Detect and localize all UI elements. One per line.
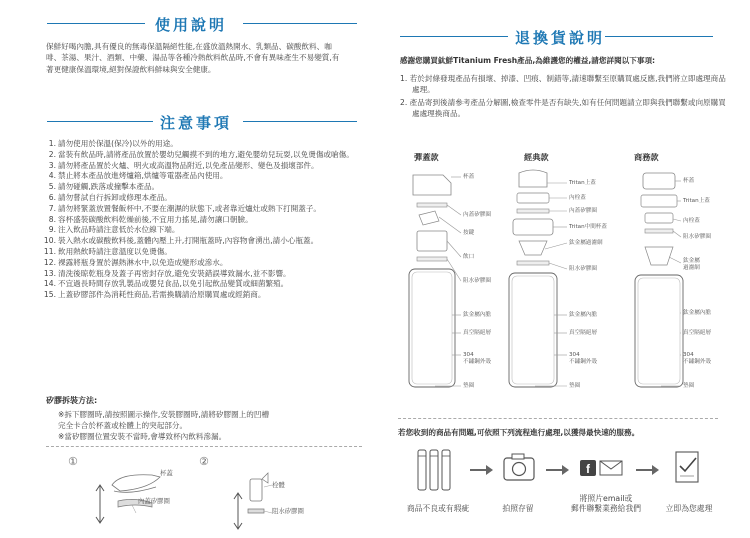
col2-label: 真空隔絕層 xyxy=(569,330,597,336)
col2-label: 內蓋矽膠圈 xyxy=(569,208,597,214)
usage-title-line-right xyxy=(243,23,357,24)
arrow-right-icon xyxy=(470,465,493,475)
process-step-1: 商品不良或有瑕疵 xyxy=(406,504,470,513)
flip-lid-bottle-diagram xyxy=(409,175,461,387)
note-item: 1. 請勿使用於保溫(保冷)以外的用途。 xyxy=(48,139,178,148)
note-item: 8. 容杯盛裝碳酸飲料乾燥前後,不宜用力搖晃,請勿讓口朝臉。 xyxy=(48,214,253,224)
step-1-number: ① xyxy=(68,455,78,468)
note-item: 13. 清洗後晾乾瓶身及蓋子再密封存放,避免安裝錯誤導致漏水,並不影響。 xyxy=(43,268,291,278)
note-item: 3. 請勿將產品置於火爐、明火或高溫物品附近,以免產品變形、變色及損壞部件。 xyxy=(48,160,319,170)
col3-label: 304 不鏽鋼外殼 xyxy=(683,352,711,365)
note-item: 9. 注入飲品時請注意低於水位線下端。 xyxy=(48,225,180,235)
col2-label: 鈦金屬內膽 xyxy=(569,312,597,318)
exchange-title: 退換貨說明 xyxy=(515,29,606,47)
col2-label: Tritan上蓋 xyxy=(569,180,596,186)
col1-label: 內蓋矽膠圈 xyxy=(463,212,491,218)
classic-bottle-diagram xyxy=(509,170,567,387)
exchange-item-2: 2. 產品寄到後請參考產品分解圖,檢查零件是否有缺失,如有任何問題請立即與我們聯繫或向原購買處處理換商品。 xyxy=(400,98,726,119)
col2-label: Tritan中間杯蓋 xyxy=(569,224,607,230)
col2-label: 鈦金屬過濾網 xyxy=(569,240,603,246)
col3-label: Tritan上蓋 xyxy=(683,198,710,204)
notes-title-line-right xyxy=(243,121,357,122)
col3-label: 真空隔絕層 xyxy=(683,330,711,336)
col3-label: 墊圈 xyxy=(683,383,695,389)
col3-label: 鈦金屬 過濾網 xyxy=(683,258,700,271)
usage-title-line-left xyxy=(47,23,145,24)
note-item: 2. 當裝有飲品時,請將產品放置於嬰幼兒觸摸不到的地方,避免嬰幼兒玩耍,以免燙傷或嗆傷。 xyxy=(48,149,354,159)
col2-label: 阻水矽膠圈 xyxy=(569,266,597,272)
note-item: 4. 禁止將本產品放進烤爐箱,烘爐等電器產品內使用。 xyxy=(48,171,228,181)
notes-title-line-left xyxy=(47,121,153,122)
step-2-plug-diagram xyxy=(234,473,272,529)
product-col-2-title: 經典款 xyxy=(524,152,549,162)
arrow-right-icon xyxy=(636,465,659,475)
col1-label: 飲口 xyxy=(463,254,475,260)
business-bottle-diagram xyxy=(635,173,683,387)
exchange-intro: 感謝您購買鈦鮮Titanium Fresh產品,為維護您的權益,請您詳閱以下事項: xyxy=(400,56,656,65)
col1-label: 按鍵 xyxy=(463,230,475,236)
note-item: 12. 裸露將瓶身置於濕熱淋水中,以免造成變形或滲水。 xyxy=(43,257,228,267)
label-plug: 栓體 xyxy=(272,481,285,489)
col1-label: 墊圈 xyxy=(463,383,475,389)
process-divider xyxy=(398,418,718,419)
note-item: 10. 裝入熱水或碳酸飲料後,蓋體內壓上升,打開瓶蓋時,內容物會湧出,請小心瓶蓋。 xyxy=(43,236,319,246)
col2-label: 內栓蓋 xyxy=(569,195,586,201)
note-item: 6. 請勿嘗試自行拆卸或修理本產品。 xyxy=(48,192,172,202)
col2-label: 墊圈 xyxy=(569,383,581,389)
step-2-number: ② xyxy=(199,455,209,468)
label-lid: 杯蓋 xyxy=(160,469,173,477)
camera-icon xyxy=(504,454,534,480)
usage-title: 使用說明 xyxy=(155,16,228,34)
label-inner-ring: 內蓋矽膠圈 xyxy=(138,497,170,505)
exchange-title-line-right xyxy=(605,36,713,37)
note-item: 7. 請勿將緊蓋放置餐飯杯中,不要在潮濕的狀態下,或者靠近爐灶或熱下打開蓋子。 xyxy=(48,203,322,213)
notes-title: 注意事項 xyxy=(160,114,233,132)
exchange-title-line-left xyxy=(400,36,508,37)
col1-label: 杯蓋 xyxy=(463,174,475,180)
disassembly-divider xyxy=(46,446,362,447)
product-col-1-title: 彈蓋款 xyxy=(414,152,439,162)
col1-label: 304 不鏽鋼外殼 xyxy=(463,352,491,365)
process-intro: 若您收到的商品有問題,可依照下列流程進行處理,以獲得最快速的服務。 xyxy=(398,428,640,437)
col2-label: 304 不鏽鋼外殼 xyxy=(569,352,597,365)
notes-list xyxy=(43,139,366,301)
col3-label: 內栓蓋 xyxy=(683,218,700,224)
usage-intro: 保鮮好喝內膽,具有優良的無毒保溫隔絕性能,在盛放溫熱開水、乳類品、碳酸飲料、咖啡、茶湯、果汁、酒類、中藥、湯品等各種冷熱飲料飲品時,不會有異味產生不易變質,有著更健康保溫環境,絕對保證飲料鮮味與安全健康。 xyxy=(46,42,340,74)
disassembly-line-1: ※拆下膠圈時,請按照圖示操作,安裝膠圈時,請將矽膠圈上的凹槽 xyxy=(58,410,270,419)
col3-label: 鈦金屬內膽 xyxy=(683,310,711,316)
disassembly-title: 矽膠拆裝方法: xyxy=(46,396,98,405)
note-item: 5. 請勿碰觸,跌落或撞擊本產品。 xyxy=(48,182,160,192)
process-flow xyxy=(400,442,730,498)
process-step-4: 立即為您處理 xyxy=(665,504,713,513)
col3-label: 杯蓋 xyxy=(683,178,695,184)
process-step-3: 將照片email或 郵件聯繫業務給我們 xyxy=(570,494,642,513)
product-diagrams xyxy=(395,165,725,395)
facebook-mail-icon xyxy=(580,460,622,476)
col3-label: 阻水矽膠圈 xyxy=(683,234,711,240)
note-item: 14. 不宜過長時間存放乳製品或嬰兒食品,以免引起飲品變質或細菌繁殖。 xyxy=(43,279,289,289)
col1-label: 鈦金屬內膽 xyxy=(463,312,491,318)
note-item: 15. 上蓋矽膠部件為消耗性商品,若需換購請洽原購買處或經銷商。 xyxy=(43,290,266,300)
col1-label: 阻水矽膠圈 xyxy=(463,278,491,284)
disassembly-line-3: ※當矽膠圈位置安裝不當時,會導致杯內飲料滲漏。 xyxy=(58,432,227,441)
col1-label: 真空隔絕層 xyxy=(463,330,491,336)
svg-text:f: f xyxy=(586,462,590,476)
checklist-icon xyxy=(676,452,698,482)
process-step-2: 拍照存留 xyxy=(502,504,534,513)
exchange-item-1: 1. 若於封條發現產品有損壞、掉漆、凹痕、制錯等,請速聯繫至原購買處反應,我們將立即處理商品處理。 xyxy=(400,74,726,95)
arrow-right-icon xyxy=(546,465,569,475)
disassembly-diagram xyxy=(60,455,360,530)
product-col-3-title: 商務款 xyxy=(634,152,659,162)
bottles-icon xyxy=(418,450,450,490)
note-item: 11. 飲用熱飲時請注意溫度以免燙傷。 xyxy=(43,246,172,256)
label-block-ring: 阻水矽膠圈 xyxy=(272,507,304,515)
disassembly-line-2: 完全卡合於杯蓋或栓體上的突起部分。 xyxy=(58,421,188,430)
